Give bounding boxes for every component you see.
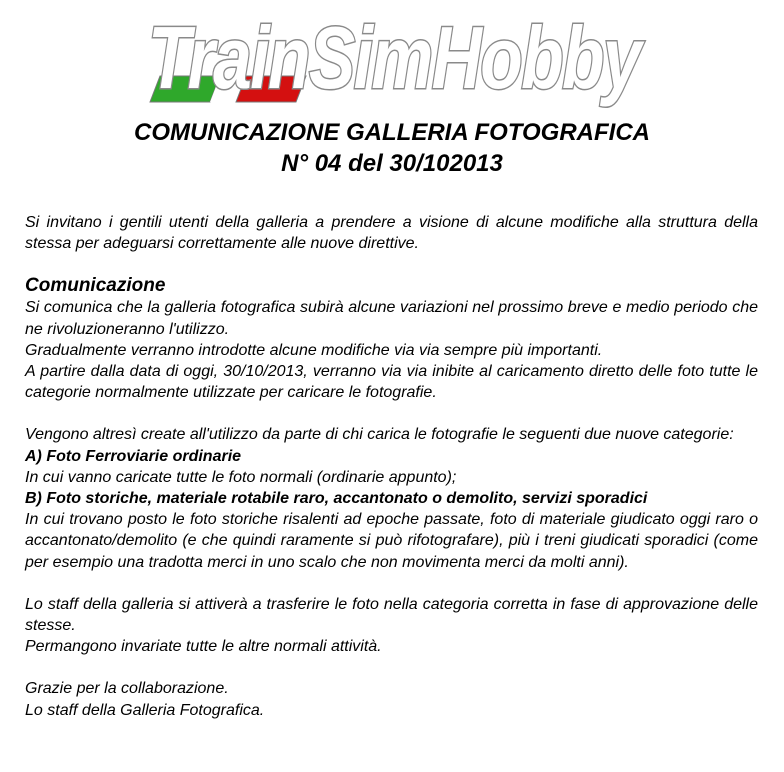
closing-thanks: Grazie per la collaborazione. — [25, 680, 229, 698]
logo-text: TrainSimHobby — [148, 8, 645, 107]
paragraph-5: Lo staff della galleria si attiverà a trasferire le foto nella categoria corretta in fase di approvazione delle stesse. — [25, 595, 758, 635]
category-b-title: B) Foto storiche, materiale rotabile raro, accantonato o demolito, servizi sporadici — [25, 490, 648, 508]
paragraph-3: A partire dalla data di oggi, 30/10/2013, verranno via via inibite al caricamento diretto delle foto tutte le categorie normalmente utilizzate per caricare le fotografie. — [25, 363, 758, 402]
section-heading: Comunicazione — [25, 275, 166, 297]
category-b-description: In cui trovano posto le foto storiche risalenti ad epoche passate, foto di materiale giudicato oggi raro o accantonato/demolito (e che quindi raramente si può rifotografare), più i treni giudicati sporadici (come per esempio una tradotta merci in uno scalo che non movimenta merci da molti anni). — [25, 511, 758, 571]
paragraph-4: Vengono altresì create all'utilizzo da parte di chi carica le fotografie le seguenti due nuove categorie: — [25, 426, 734, 444]
page-subtitle: N° 04 del 30/102013 — [281, 150, 503, 177]
closing-signature: Lo staff della Galleria Fotografica. — [25, 701, 265, 719]
paragraph-6: Permangono invariate tutte le altre normali attività. — [25, 638, 382, 656]
paragraph-1: Si comunica che la galleria fotografica subirà alcune variazioni nel prossimo breve e medio periodo che ne rivoluzioneranno l'utilizzo. — [25, 299, 758, 338]
paragraph-2: Gradualmente verranno introdotte alcune modifiche via via sempre più importanti. — [25, 341, 603, 359]
intro-paragraph: Si invitano i gentili utenti della galleria a prendere a visione di alcune modifiche alla struttura della stessa per adeguarsi correttamente alle nuove direttive. — [25, 214, 758, 253]
category-a-description: In cui vanno caricate tutte le foto normali (ordinarie appunto); — [25, 468, 457, 486]
category-a-title: A) Foto Ferroviarie ordinarie — [25, 447, 242, 465]
trainsimhobby-logo — [140, 6, 650, 112]
document-body — [25, 212, 758, 721]
page-title: COMUNICAZIONE GALLERIA FOTOGRAFICA — [134, 119, 650, 146]
